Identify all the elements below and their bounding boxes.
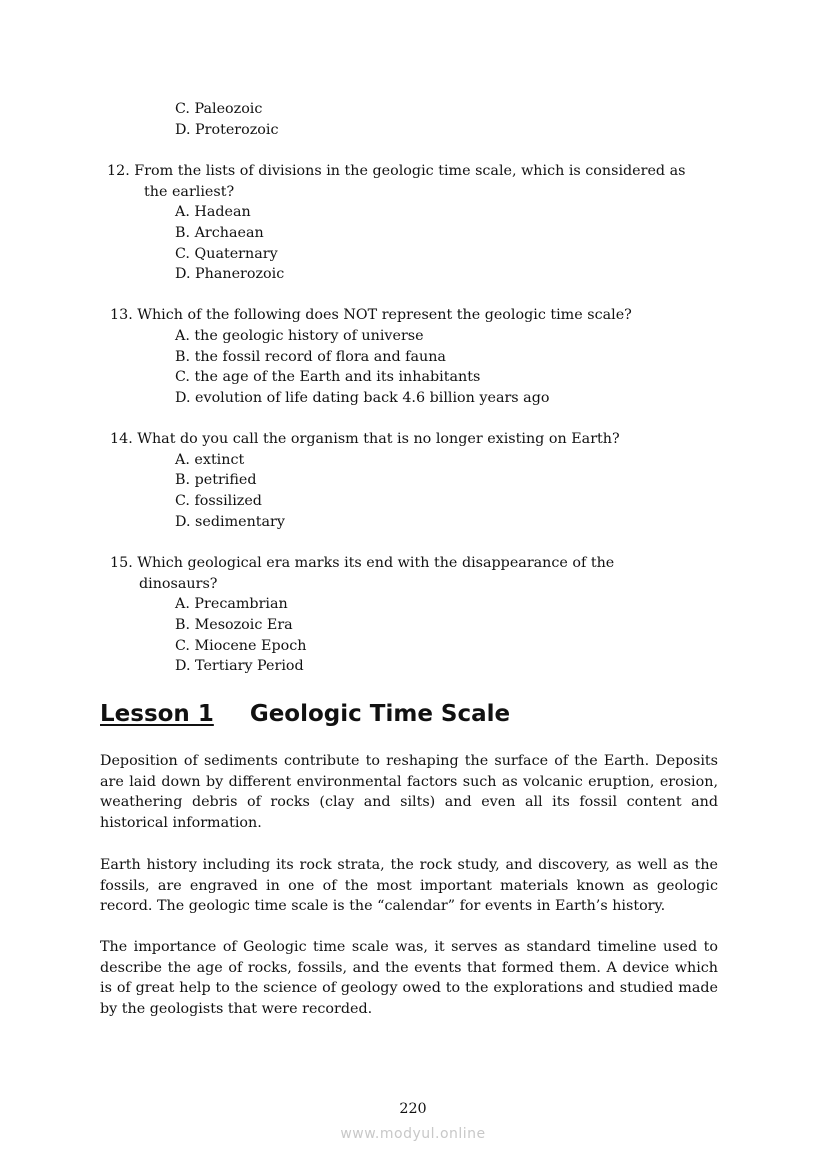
option-c: C. fossilized <box>175 493 262 509</box>
lesson-heading <box>100 699 510 729</box>
page-number: 220 <box>399 1101 427 1117</box>
option-b: B. petrified <box>175 472 257 488</box>
question-text-continued: dinosaurs? <box>139 576 218 592</box>
option-b: B. the fossil record of flora and fauna <box>175 349 446 365</box>
option-a: A. Precambrian <box>175 596 288 612</box>
question-text: 14. What do you call the organism that is no longer existing on Earth? <box>110 431 620 447</box>
option-c: C. Miocene Epoch <box>175 638 307 654</box>
option-a: A. extinct <box>175 452 245 468</box>
option-d: D. Proterozoic <box>175 122 279 138</box>
option-d: D. Tertiary Period <box>175 658 304 674</box>
paragraph-earth-history: Earth history including its rock strata, the rock study, and discovery, as well as the fossils, are engraved in one of the most important materials known as geologic record. The geologic time scale is the “calendar” for events in Earth’s history. <box>100 857 718 915</box>
option-a: A. the geologic history of universe <box>175 328 424 344</box>
option-b: B. Archaean <box>175 225 264 241</box>
question-text: 13. Which of the following does NOT represent the geologic time scale? <box>110 307 632 323</box>
paragraph-importance: The importance of Geologic time scale was, it serves as standard timeline used to describe the age of rocks, fossils, and the events that formed them. A device which is of great help to the science of geology owed to the explorations and studied made by the geologists that were recorded. <box>100 939 718 1018</box>
option-a: A. Hadean <box>175 204 251 220</box>
question-text: 15. Which geological era marks its end with the disappearance of the <box>110 555 615 571</box>
option-d: D. Phanerozoic <box>175 266 285 282</box>
option-c: C. the age of the Earth and its inhabitants <box>175 369 481 385</box>
option-d: D. sedimentary <box>175 514 285 530</box>
question-text-continued: the earliest? <box>144 184 235 200</box>
lesson-number: Lesson 1 <box>100 701 214 727</box>
watermark: www.modyul.online <box>340 1126 486 1142</box>
paragraph-deposition: Deposition of sediments contribute to reshaping the surface of the Earth. Deposits are laid down by different environmental factors such as volcanic eruption, erosion, weathering debris of rocks (clay and silts) and even all its fossil content and historical information. <box>100 753 718 832</box>
lesson-title: Geologic Time Scale <box>249 701 511 727</box>
option-d: D. evolution of life dating back 4.6 billion years ago <box>175 390 550 406</box>
option-c: C. Quaternary <box>175 246 278 262</box>
question-text: 12. From the lists of divisions in the geologic time scale, which is considered as <box>107 163 686 179</box>
option-c: C. Paleozoic <box>175 101 263 117</box>
option-b: B. Mesozoic Era <box>175 617 293 633</box>
